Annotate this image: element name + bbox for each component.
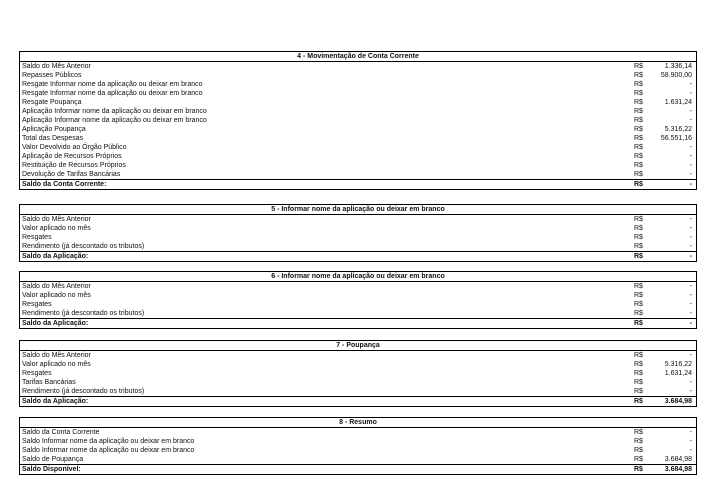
table-row bbox=[20, 125, 696, 134]
row-currency: R$ bbox=[634, 234, 643, 241]
row-label: Resgates bbox=[22, 370, 52, 377]
total-label: Saldo da Aplicação: bbox=[22, 253, 89, 260]
row-value: 1.336,14 bbox=[664, 63, 692, 70]
row-currency: R$ bbox=[634, 438, 643, 445]
row-currency: R$ bbox=[634, 135, 643, 142]
row-value: - bbox=[689, 225, 692, 232]
table-row bbox=[20, 143, 696, 152]
row-currency: R$ bbox=[634, 388, 643, 395]
total-value: 3.684,98 bbox=[664, 466, 692, 473]
table-row bbox=[20, 224, 696, 233]
row-label: Saldo Informar nome da aplicação ou deixar em branco bbox=[22, 447, 195, 454]
table-row bbox=[20, 152, 696, 161]
row-currency: R$ bbox=[634, 301, 643, 308]
total-label: Saldo da Aplicação: bbox=[22, 398, 89, 405]
row-currency: R$ bbox=[634, 81, 643, 88]
section-title: 5 - Informar nome da aplicação ou deixar em branco bbox=[20, 205, 696, 215]
row-currency: R$ bbox=[634, 292, 643, 299]
row-label: Valor aplicado no mês bbox=[22, 361, 91, 368]
section-movimentacao-conta-corrente bbox=[19, 51, 697, 190]
row-label: Aplicação Informar nome da aplicação ou deixar em branco bbox=[22, 108, 207, 115]
table-row bbox=[20, 387, 696, 396]
row-value: - bbox=[689, 234, 692, 241]
table-row bbox=[20, 98, 696, 107]
total-currency: R$ bbox=[634, 320, 643, 327]
section-title: 6 - Informar nome da aplicação ou deixar em branco bbox=[20, 272, 696, 282]
row-currency: R$ bbox=[634, 117, 643, 124]
total-value: - bbox=[689, 253, 692, 260]
row-label: Saldo do Mês Anterior bbox=[22, 352, 91, 359]
row-currency: R$ bbox=[634, 429, 643, 436]
row-currency: R$ bbox=[634, 99, 643, 106]
row-currency: R$ bbox=[634, 310, 643, 317]
row-currency: R$ bbox=[634, 126, 643, 133]
row-label: Resgate Informar nome da aplicação ou deixar em branco bbox=[22, 90, 203, 97]
section-aplicacao-6 bbox=[19, 271, 697, 329]
row-currency: R$ bbox=[634, 225, 643, 232]
row-currency: R$ bbox=[634, 243, 643, 250]
table-row bbox=[20, 242, 696, 251]
row-label: Total das Despesas bbox=[22, 135, 84, 142]
row-currency: R$ bbox=[634, 153, 643, 160]
table-row bbox=[20, 233, 696, 242]
table-row bbox=[20, 62, 696, 71]
table-row bbox=[20, 215, 696, 224]
row-value: - bbox=[689, 283, 692, 290]
section-title: 4 - Movimentação de Conta Corrente bbox=[20, 52, 696, 62]
table-row bbox=[20, 107, 696, 116]
table-row bbox=[20, 282, 696, 291]
total-currency: R$ bbox=[634, 181, 643, 188]
section-poupanca bbox=[19, 340, 697, 407]
row-currency: R$ bbox=[634, 63, 643, 70]
row-value: - bbox=[689, 388, 692, 395]
row-value: 58.900,00 bbox=[660, 72, 692, 79]
section-title: 8 - Resumo bbox=[20, 418, 696, 428]
row-value: - bbox=[689, 90, 692, 97]
row-value: 5.316,22 bbox=[664, 361, 692, 368]
table-row bbox=[20, 360, 696, 369]
row-value: - bbox=[689, 144, 692, 151]
table-row bbox=[20, 116, 696, 125]
row-currency: R$ bbox=[634, 171, 643, 178]
row-value: 1.631,24 bbox=[664, 99, 692, 106]
row-label: Aplicação Poupança bbox=[22, 126, 86, 133]
table-row bbox=[20, 455, 696, 464]
row-value: - bbox=[689, 117, 692, 124]
table-row bbox=[20, 300, 696, 309]
row-label: Saldo de Poupança bbox=[22, 456, 84, 463]
total-currency: R$ bbox=[634, 466, 643, 473]
row-label: Saldo do Mês Anterior bbox=[22, 283, 91, 290]
table-row bbox=[20, 80, 696, 89]
row-value: - bbox=[689, 447, 692, 454]
row-label: Saldo do Mês Anterior bbox=[22, 216, 91, 223]
total-currency: R$ bbox=[634, 253, 643, 260]
total-currency: R$ bbox=[634, 398, 643, 405]
row-label: Restituição de Recursos Próprios bbox=[22, 162, 126, 169]
row-value: - bbox=[689, 153, 692, 160]
row-value: - bbox=[689, 108, 692, 115]
row-currency: R$ bbox=[634, 144, 643, 151]
row-currency: R$ bbox=[634, 108, 643, 115]
row-value: 5.316,22 bbox=[664, 126, 692, 133]
row-value: - bbox=[689, 216, 692, 223]
row-value: - bbox=[689, 379, 692, 386]
total-row bbox=[20, 251, 696, 261]
row-currency: R$ bbox=[634, 162, 643, 169]
table-row bbox=[20, 170, 696, 179]
row-currency: R$ bbox=[634, 72, 643, 79]
row-label: Valor aplicado no mês bbox=[22, 225, 91, 232]
row-value: - bbox=[689, 292, 692, 299]
row-value: - bbox=[689, 438, 692, 445]
row-currency: R$ bbox=[634, 283, 643, 290]
row-value: - bbox=[689, 301, 692, 308]
row-currency: R$ bbox=[634, 447, 643, 454]
row-currency: R$ bbox=[634, 370, 643, 377]
row-label: Resgate Poupança bbox=[22, 99, 82, 106]
total-row bbox=[20, 179, 696, 189]
total-row bbox=[20, 464, 696, 474]
row-value: - bbox=[689, 81, 692, 88]
total-row bbox=[20, 396, 696, 406]
row-label: Rendimento (já descontado os tributos) bbox=[22, 243, 145, 250]
row-currency: R$ bbox=[634, 216, 643, 223]
row-value: 3.684,98 bbox=[664, 456, 692, 463]
row-currency: R$ bbox=[634, 456, 643, 463]
total-label: Saldo Disponível: bbox=[22, 466, 81, 473]
row-value: - bbox=[689, 162, 692, 169]
row-label: Resgates bbox=[22, 301, 52, 308]
table-row bbox=[20, 161, 696, 170]
table-row bbox=[20, 89, 696, 98]
table-row bbox=[20, 369, 696, 378]
table-row bbox=[20, 437, 696, 446]
row-label: Aplicação de Recursos Próprios bbox=[22, 153, 122, 160]
row-label: Saldo Informar nome da aplicação ou deixar em branco bbox=[22, 438, 195, 445]
row-value: - bbox=[689, 429, 692, 436]
total-row bbox=[20, 318, 696, 328]
row-label: Valor aplicado no mês bbox=[22, 292, 91, 299]
row-currency: R$ bbox=[634, 361, 643, 368]
row-label: Valor Devolvido ao Órgão Público bbox=[22, 144, 127, 151]
row-label: Resgate Informar nome da aplicação ou deixar em branco bbox=[22, 81, 203, 88]
total-label: Saldo da Aplicação: bbox=[22, 320, 89, 327]
row-value: - bbox=[689, 310, 692, 317]
row-label: Saldo do Mês Anterior bbox=[22, 63, 91, 70]
section-title: 7 - Poupança bbox=[20, 341, 696, 351]
total-value: - bbox=[689, 320, 692, 327]
row-value: 1.631,24 bbox=[664, 370, 692, 377]
table-row bbox=[20, 71, 696, 80]
table-row bbox=[20, 309, 696, 318]
table-row bbox=[20, 291, 696, 300]
row-currency: R$ bbox=[634, 379, 643, 386]
row-label: Repasses Públicos bbox=[22, 72, 82, 79]
row-currency: R$ bbox=[634, 352, 643, 359]
row-label: Aplicação Informar nome da aplicação ou deixar em branco bbox=[22, 117, 207, 124]
row-label: Rendimento (já descontado os tributos) bbox=[22, 310, 145, 317]
total-value: - bbox=[689, 181, 692, 188]
row-value: - bbox=[689, 352, 692, 359]
section-resumo bbox=[19, 417, 697, 475]
total-value: 3.684,98 bbox=[664, 398, 692, 405]
row-value: - bbox=[689, 243, 692, 250]
row-value: - bbox=[689, 171, 692, 178]
table-row bbox=[20, 378, 696, 387]
total-label: Saldo da Conta Corrente: bbox=[22, 181, 107, 188]
row-currency: R$ bbox=[634, 90, 643, 97]
row-label: Saldo da Conta Corrente bbox=[22, 429, 100, 436]
row-label: Rendimento (já descontado os tributos) bbox=[22, 388, 145, 395]
section-aplicacao-5 bbox=[19, 204, 697, 262]
table-row bbox=[20, 134, 696, 143]
table-row bbox=[20, 351, 696, 360]
row-label: Tarifas Bancárias bbox=[22, 379, 76, 386]
table-row bbox=[20, 428, 696, 437]
row-label: Resgates bbox=[22, 234, 52, 241]
row-label: Devolução de Tarifas Bancárias bbox=[22, 171, 121, 178]
row-value: 56.551,16 bbox=[660, 135, 692, 142]
table-row bbox=[20, 446, 696, 455]
